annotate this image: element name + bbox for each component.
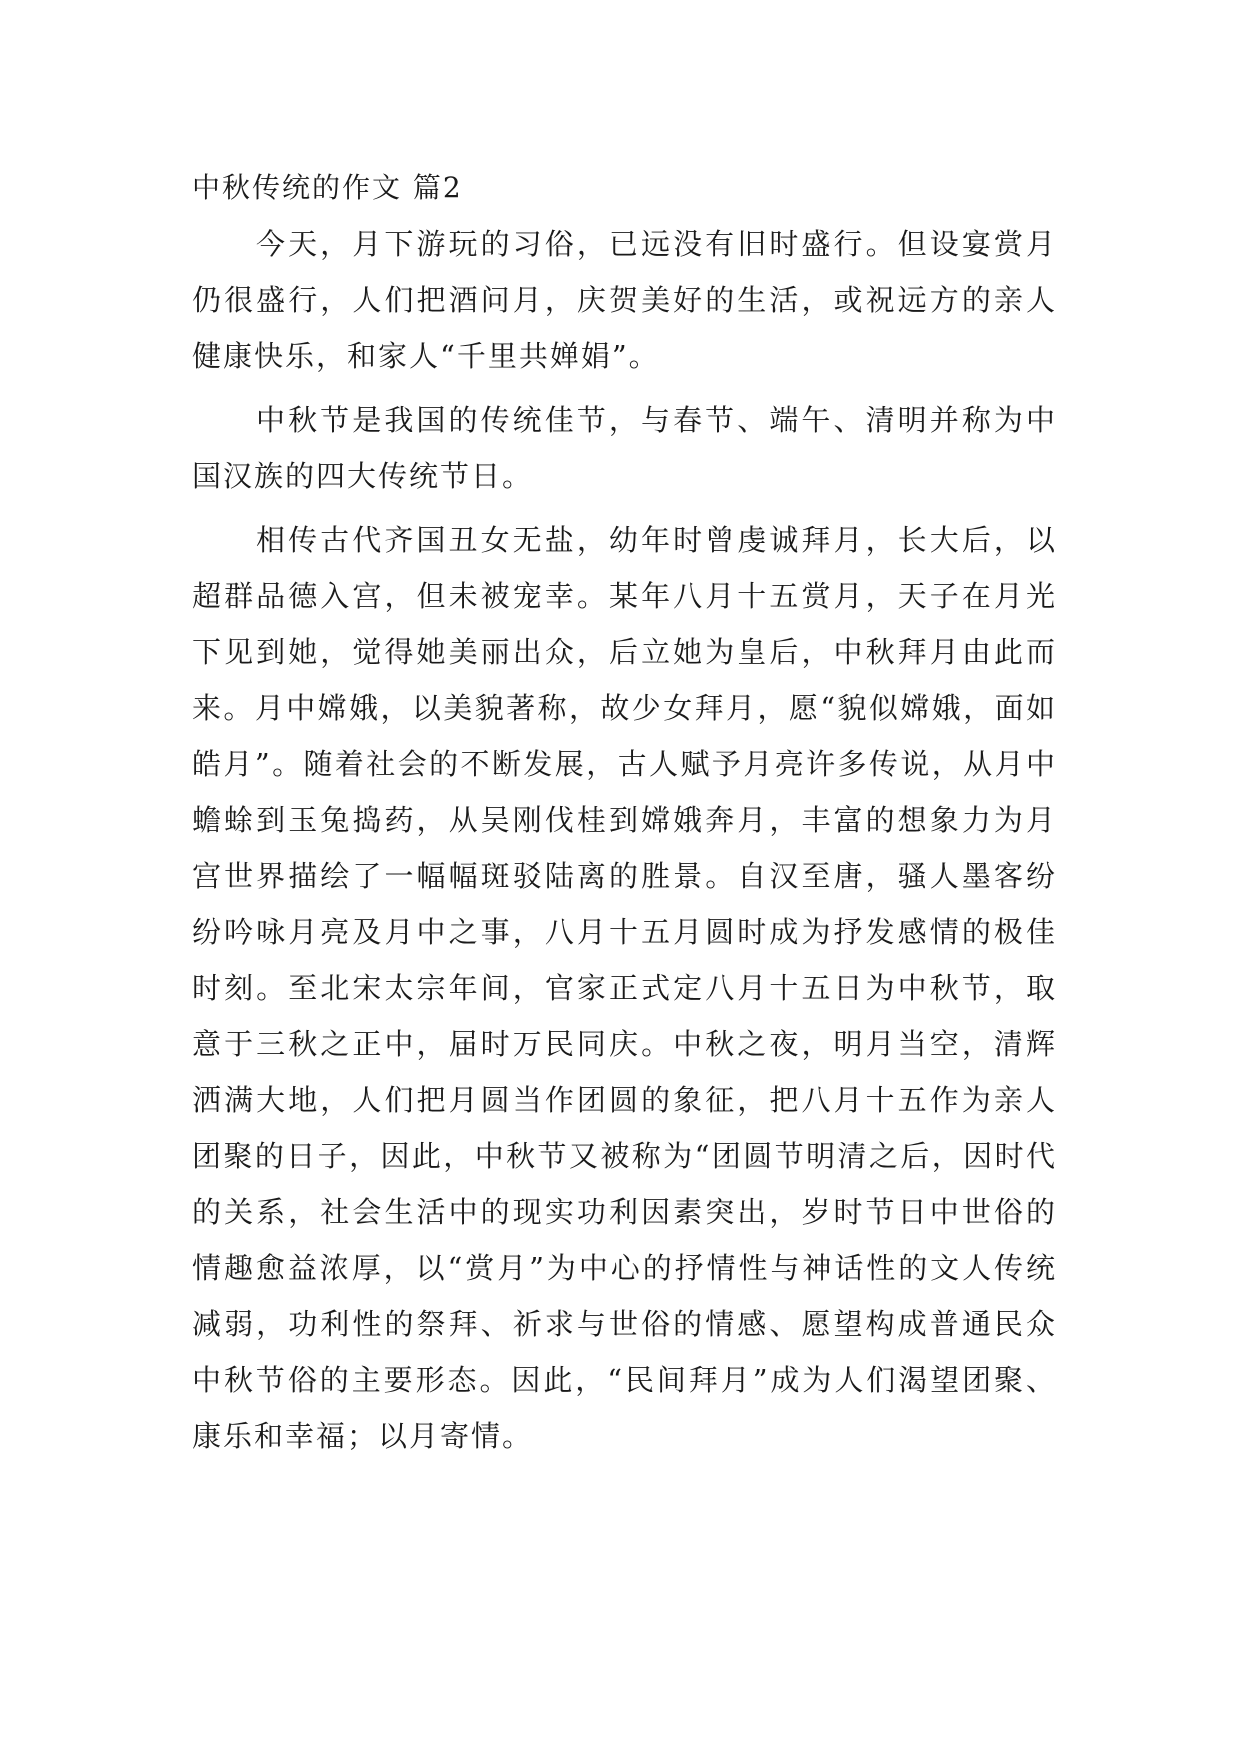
document-body xyxy=(192,160,1057,1472)
document-title: 中秋传统的作文 篇2 xyxy=(192,171,463,204)
paragraph-3: 相传古代齐国丑女无盐，幼年时曾虔诚拜月，长大后，以超群品德入宫，但未被宠幸。某年八月十五赏月，天子在月光下见到她，觉得她美丽出众，后立她为皇后，中秋拜月由此而来。月中嫦娥，以美貌著称，故少女拜月，愿“貌似嫦娥，面如皓月”。随着社会的不断发展，古人赋予月亮许多传说，从月中蟾蜍到玉兔捣药，从吴刚伐桂到嫦娥奔月，丰富的想象力为月宫世界描绘了一幅幅斑驳陆离的胜景。自汉至唐，骚人墨客纷纷吟咏月亮及月中之事，八月十五月圆时成为抒发感情的极佳时刻。至北宋太宗年间，官家正式定八月十五日为中秋节，取意于三秋之正中，届时万民同庆。中秋之夜，明月当空，清辉洒满大地，人们把月圆当作团圆的象征，把八月十五作为亲人团聚的日子，因此，中秋节又被称为“团圆节明清之后，因时代的关系，社会生活中的现实功利因素突出，岁时节日中世俗的情趣愈益浓厚，以“赏月”为中心的抒情性与神话性的文人传统减弱，功利性的祭拜、祈求与世俗的情感、愿望构成普通民众中秋节俗的主要形态。因此，“民间拜月”成为人们渴望团聚、康乐和幸福；以月寄情。 xyxy=(192,523,1057,1453)
paragraph-1: 今天，月下游玩的习俗，已远没有旧时盛行。但设宴赏月仍很盛行，人们把酒问月，庆贺美好的生活，或祝远方的亲人健康快乐，和家人“千里共婵娟”。 xyxy=(192,227,1057,373)
paragraph-2: 中秋节是我国的传统佳节，与春节、端午、清明并称为中国汉族的四大传统节日。 xyxy=(192,403,1057,493)
